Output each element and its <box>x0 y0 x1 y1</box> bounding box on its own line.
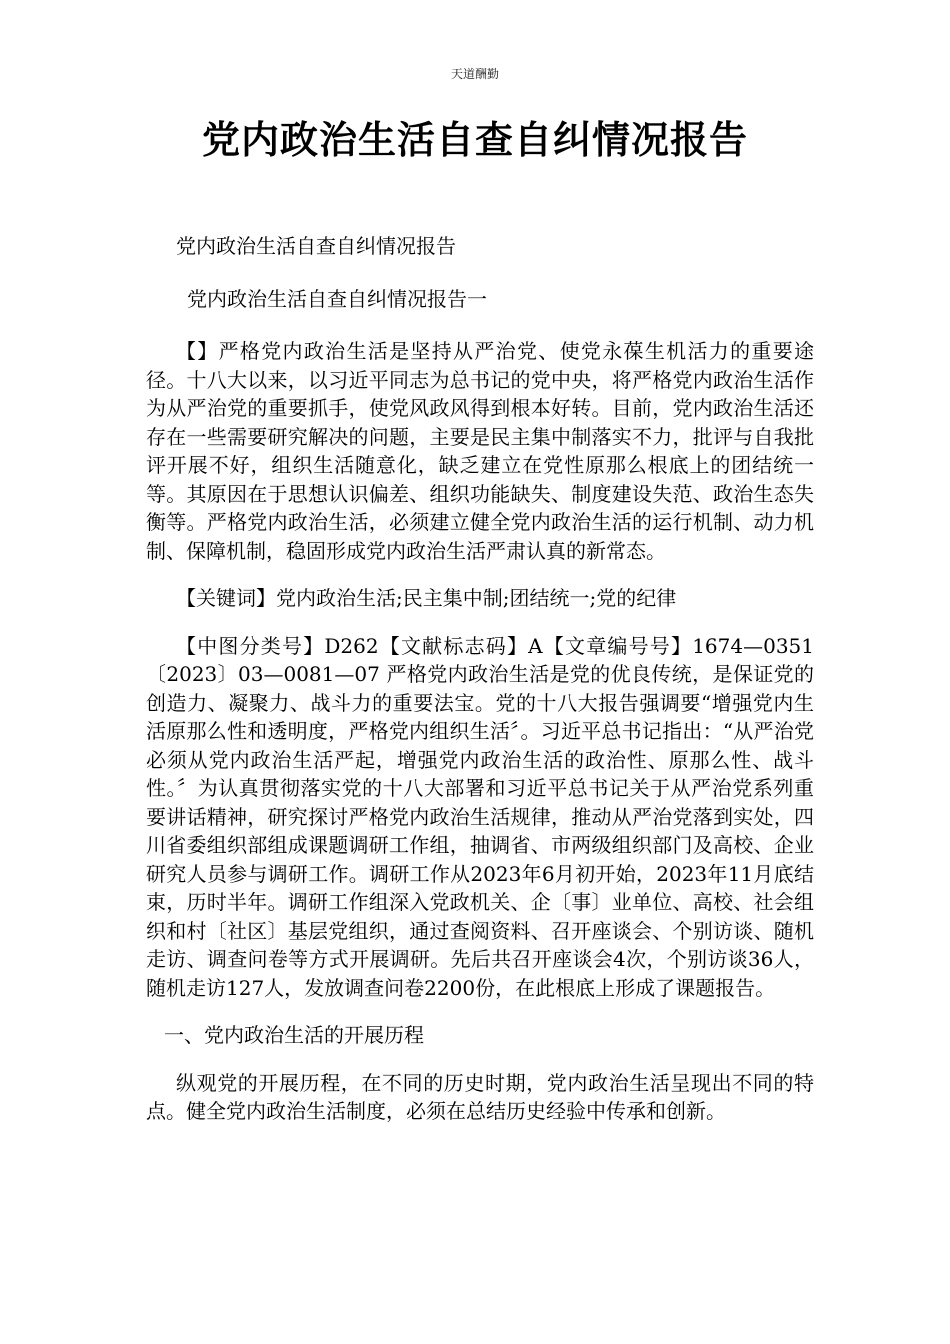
document-body <box>146 232 814 1145</box>
keywords-paragraph: 【关键词】党内政治生活;民主集中制;团结统一;党的纪律 <box>176 586 677 610</box>
classification-paragraph: 【中图分类号】D262【文献标志码】A【文章编号号】1674—0351〔2023〕03—0081—07 严格党内政治生活是党的优良传统，是保证党的创造力、凝聚力、战斗力的重要法宝。党的十八大报告强调要“增强党内生活原那么性和透明度，严格党内组织生活〞。习近平总书记指出：“从严治党必须从党内政治生活严起，增强党内政治生活的政治性、原那么性、战斗性。〞为认真贯彻落实党的十八大部署和习近平总书记关于从严治党系列重要讲话精神，研究探讨严格党内政治生活规律，推动从严治党落到实处，四川省委组织部组成课题调研工作组，抽调省、市两级组织部门及高校、企业研究人员参与调研工作。调研工作从2023年6月初开始，2023年11月底结束，历时半年。调研工作组深入党政机关、企〔事〕业单位、高校、社会组织和村〔社区〕基层党组织，通过查阅资料、召开座谈会、个别访谈、随机走访、调查问卷等方式开展调研。先后共召开座谈会4次，个别访谈36人，随机走访127人，发放调查问卷2200份，在此根底上形成了课题报告。 <box>146 633 814 1000</box>
section-paragraph: 纵观党的开展历程，在不同的历史时期，党内政治生活呈现出不同的特点。健全党内政治生活制度，必须在总结历史经验中传承和创新。 <box>146 1070 814 1123</box>
section-heading: 一、党内政治生活的开展历程 <box>164 1023 424 1047</box>
running-header: 天道酬勤 <box>450 67 499 81</box>
document-subtitle: 党内政治生活自查自纠情况报告 <box>176 234 456 258</box>
part-title: 党内政治生活自查自纠情况报告一 <box>187 286 487 311</box>
abstract-paragraph: 【】严格党内政治生活是坚持从严治党、使党永葆生机活力的重要途径。十八大以来，以习近平同志为总书记的党中央，将严格党内政治生活作为从严治党的重要抓手，使党风政风得到根本好转。目前，党内政治生活还存在一些需要研究解决的问题，主要是民主集中制落实不力，批评与自我批评开展不好，组织生活随意化，缺乏建立在党性原那么根底上的团结统一等。其原因在于思想认识偏差、组织功能缺失、制度建设失范、政治生态失衡等。严格党内政治生活，必须建立健全党内政治生活的运行机制、动力机制、保障机制，稳固形成党内政治生活严肃认真的新常态。 <box>146 339 814 563</box>
document-title: 党内政治生活自查自纠情况报告 <box>201 117 748 162</box>
